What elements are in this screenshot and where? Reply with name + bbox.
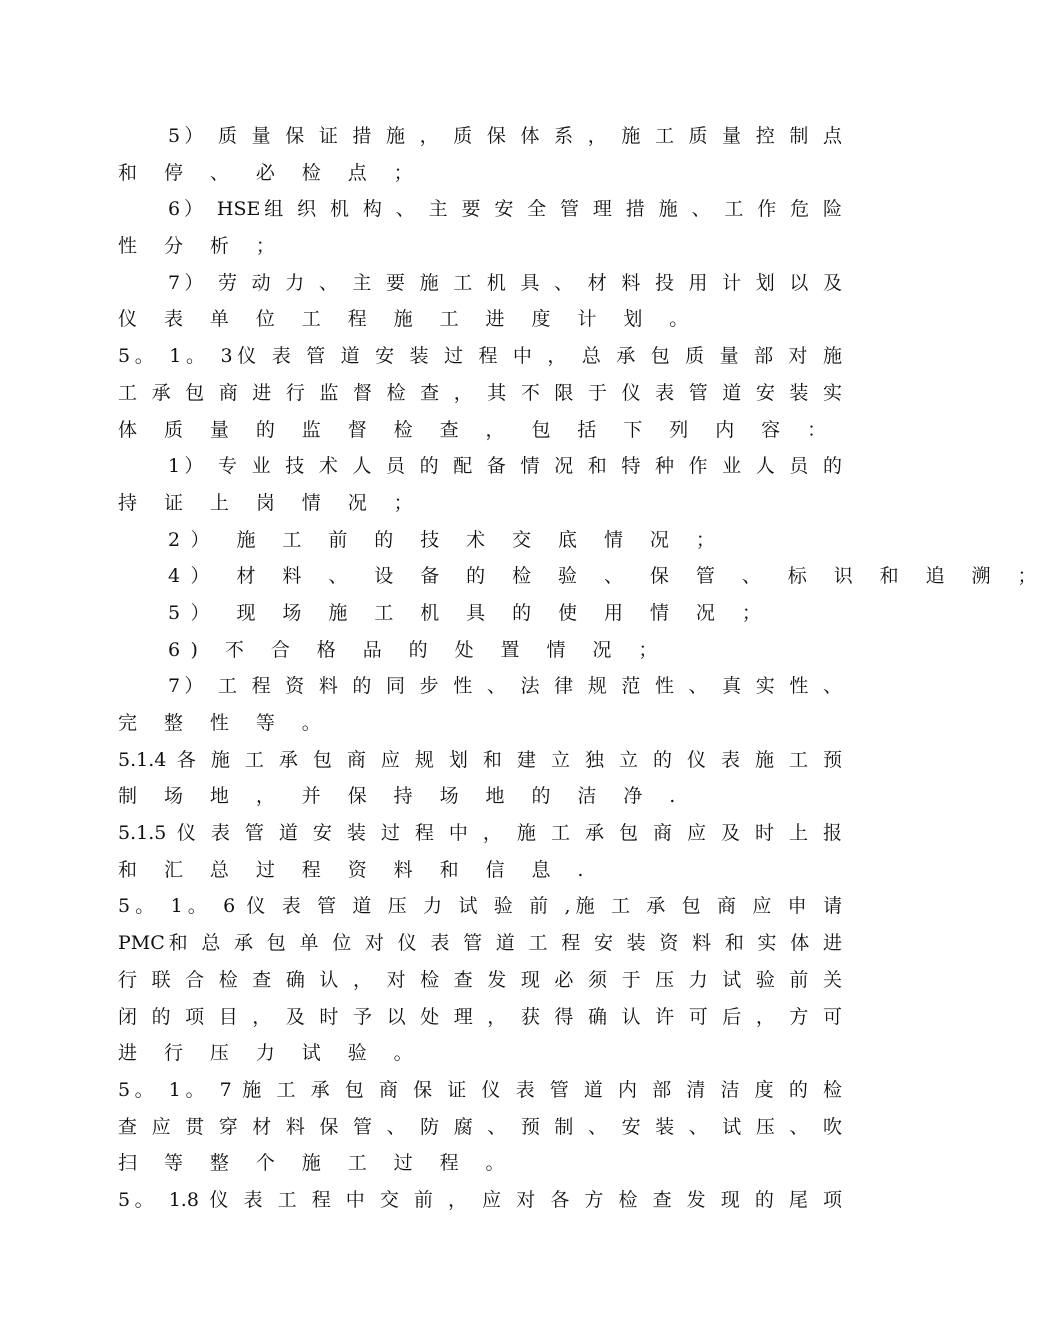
text-line: 5。 1.8 仪 表 工 程 中 交 前 ， 应 对 各 方 检 查 发 现 的 尾 项 xyxy=(118,1188,842,1211)
text-line: 和 停 、 必 检 点 ； xyxy=(118,161,424,184)
text-line: 6） HSE组 织 机 构 、 主 要 安 全 管 理 措 施 、 工 作 危 险 xyxy=(168,198,842,221)
text-line: 完 整 性 等 。 xyxy=(118,712,332,734)
text-line: 扫 等 整 个 施 工 过 程 。 xyxy=(118,1152,515,1175)
text-line: 7） 工 程 资 料 的 同 步 性 、 法 律 规 范 性 、 真 实 性 、 xyxy=(168,675,842,698)
text-line: 持 证 上 岗 情 况 ； xyxy=(118,491,424,514)
text-line: 和 汇 总 过 程 资 料 和 信 息 . xyxy=(118,858,594,881)
text-line: 制 场 地 ， 并 保 持 场 地 的 洁 净 . xyxy=(118,785,686,808)
text-line: 体 质 量 的 监 督 检 查 ， 包 括 下 列 内 容 ： xyxy=(118,418,837,441)
text-line: 查 应 贯 穿 材 料 保 管 、 防 腐 、 预 制 、 安 装 、 试 压 、 吹 xyxy=(118,1115,842,1138)
text-line: 闭 的 项 目 ， 及 时 予 以 处 理 ， 获 得 确 认 许 可 后 ， 方 可 xyxy=(118,1005,842,1028)
text-line: 行 联 合 检 查 确 认 ， 对 检 查 发 现 必 须 于 压 力 试 验 前 关 xyxy=(118,968,842,991)
text-line: 4） 材 料 、 设 备 的 检 验 、 保 管 、 标 识 和 追 溯 ； xyxy=(168,565,1047,588)
text-line: 5） 质 量 保 证 措 施 ， 质 保 体 系 ， 施 工 质 量 控 制 点 xyxy=(168,125,842,147)
text-line: 5。 1。 3仪 表 管 道 安 装 过 程 中 ， 总 承 包 质 量 部 对 施 xyxy=(118,345,842,368)
text-line: 进 行 压 力 试 验 。 xyxy=(118,1042,424,1065)
text-line: 5。 1。 7 施 工 承 包 商 保 证 仪 表 管 道 内 部 清 洁 度 的 检 xyxy=(118,1078,842,1101)
text-line: 工 承 包 商 进 行 监 督 检 查 ， 其 不 限 于 仪 表 管 道 安 装 实 xyxy=(118,381,842,404)
text-line: 5） 现 场 施 工 机 具 的 使 用 情 况 ； xyxy=(168,601,772,624)
text-line: 仪 表 单 位 工 程 施 工 进 度 计 划 。 xyxy=(118,308,699,331)
text-line: 5.1.4 各 施 工 承 包 商 应 规 划 和 建 立 独 立 的 仪 表 施 工 预 xyxy=(118,748,842,771)
text-line: 性 分 析 ； xyxy=(118,235,286,258)
text-line: 7） 劳 动 力 、 主 要 施 工 机 具 、 材 料 投 用 计 划 以 及 xyxy=(168,271,842,294)
text-line: 1） 专 业 技 术 人 员 的 配 备 情 况 和 特 种 作 业 人 员 的 xyxy=(168,455,842,478)
text-line: 5。 1。 6 仪 表 管 道 压 力 试 验 前 ,施 工 承 包 商 应 申 请 xyxy=(118,895,842,918)
text-line: PMC和 总 承 包 单 位 对 仪 表 管 道 工 程 安 装 资 料 和 实 体 进 xyxy=(118,932,842,955)
text-line: 2） 施 工 前 的 技 术 交 底 情 况 ； xyxy=(168,528,726,551)
text-line: 5.1.5 仪 表 管 道 安 装 过 程 中 ， 施 工 承 包 商 应 及 时 上 报 xyxy=(118,822,842,845)
text-line: 6) 不 合 格 品 的 处 置 情 况 ； xyxy=(168,638,668,661)
document-body xyxy=(118,118,1047,1219)
